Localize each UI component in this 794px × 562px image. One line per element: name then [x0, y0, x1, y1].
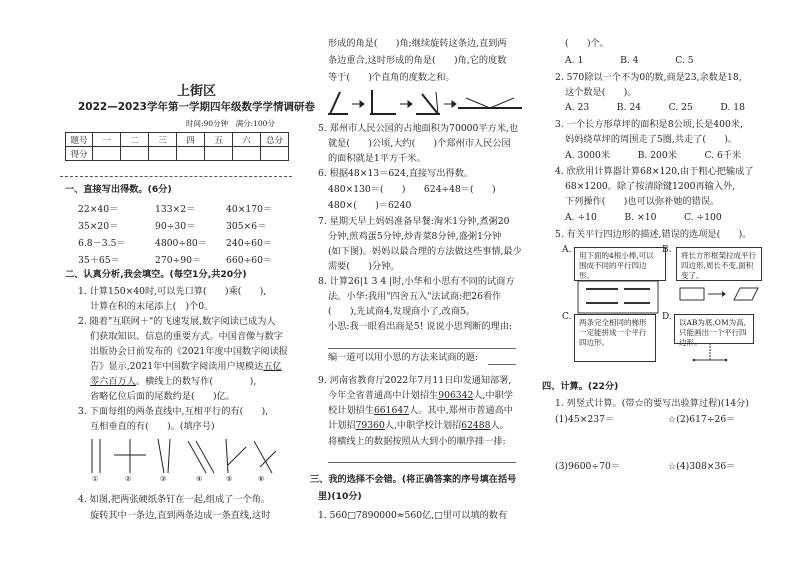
q-text: ( )个。: [565, 38, 609, 49]
section3-title: 三、我的选择不会错。(将正确答案的序号填在括号: [310, 474, 517, 485]
q-text: 7. 星期天早上妈妈准备早餐:淘米1分钟,煮粥20: [318, 216, 510, 227]
option-d-text: 以AB为底,OM为高,只能画出一个平行四边形。: [674, 314, 754, 344]
q-text: 3. 一个长方形草坪的面积是8公顷,长是400米,: [555, 119, 743, 130]
q-text: [328, 420, 509, 432]
q-text: 分钟,煎鸡蛋5分钟,炒青菜8分钟,盛粥1分钟: [328, 231, 502, 242]
score-cell[interactable]: [149, 147, 177, 161]
q-text: 人,中职学: [473, 390, 513, 401]
pair-label: ③: [160, 475, 167, 483]
score-head: 总分: [261, 133, 289, 147]
option-label: C.: [562, 312, 572, 322]
score-cell[interactable]: [205, 147, 233, 161]
section2-title: 二、认真分析,我会填空。(每空1分,共20分): [65, 269, 247, 280]
underlined-number: 62488: [461, 420, 491, 431]
q-text: 人,中职学校计划招: [384, 420, 462, 431]
q-text: 今年全省普通高中计划招生: [328, 390, 439, 401]
q-text: 1. 列竖式计算。(带☆的要写出验算过程)(14分): [555, 398, 749, 409]
line-pairs-figure: [88, 437, 278, 483]
q-text: 这个数是( )。: [565, 87, 637, 98]
rectangle-to-parallelogram-figure: [678, 286, 758, 302]
option-a-text: 用下面的4根小棒,可以围成不同的平行四边形。: [574, 247, 666, 281]
q-text: 告》显示,2021年中国数字阅读用户规模达: [90, 361, 264, 372]
score-cell[interactable]: [261, 147, 289, 161]
q-text: 480×( )＝6240: [328, 200, 412, 211]
score-cell[interactable]: [93, 147, 121, 161]
option-c-text: 两条完全相同的梯形一定能拼成一个平行四边形。: [574, 314, 656, 362]
pair-label: ⑤: [226, 475, 233, 483]
q-text: 出版协会日前发布的《2021年度中国数字阅读报: [90, 346, 288, 357]
q-text: 2. 随着"互联网＋"的飞速发展,数字阅读已成为人: [78, 316, 276, 327]
oral-calc-item: 4800÷80＝: [155, 238, 207, 249]
underlined-number: 五亿: [263, 361, 282, 372]
section1-title: 一、直接写出得数。(6分): [65, 184, 172, 195]
q-text: 。横线上的数写作( ),: [135, 376, 257, 387]
q-text: 1. 计算150×40时,可以先口算( )乘( ),: [78, 286, 267, 297]
oral-calc-item: 22×40＝: [78, 204, 119, 215]
q-text: [90, 376, 256, 388]
score-head: 四: [177, 133, 205, 147]
pair-label: ⑥: [258, 475, 265, 483]
underlined-number: 661647: [373, 405, 410, 416]
q-text: [328, 405, 513, 417]
calc-item: ☆(2)617÷26＝: [668, 414, 736, 425]
q-text: 9. 河南省教育厅2022年7月11日印发通知部署,: [318, 375, 512, 386]
underlined-number: 零六百万人: [90, 376, 136, 387]
q-text: 人。: [490, 420, 509, 431]
pair-label: ④: [196, 475, 203, 483]
q-text: 校计划招生: [328, 405, 374, 416]
underlined-number: 79360: [355, 420, 385, 431]
pair-label: ②: [125, 475, 132, 483]
q-text: 小思:我一眼看出商是5! 说说小思判断的理由:: [328, 321, 513, 332]
score-head: 二: [121, 133, 149, 147]
q-text: 旋转其中一条边,直到两条边成一条直线,这时: [90, 510, 271, 521]
q-text: 4. 如图,把两张硬纸条钉在一起,组成了一个角。: [78, 494, 271, 505]
section3-title: 里)(10分): [318, 491, 362, 502]
score-head: 题号: [66, 133, 93, 147]
q-text: 1. 560□7890000≈560亿,□里可以填的数有: [318, 510, 508, 521]
q-text: 们获取知识、信息的重要方式。中国音像与数字: [90, 331, 283, 342]
q-text: 需要( )分钟。: [328, 261, 400, 272]
calc-item: ☆(4)308×36＝: [668, 461, 736, 472]
q-options: A. 1 B. 4 C. 5: [565, 55, 694, 66]
score-head: 六: [233, 133, 261, 147]
answer-line[interactable]: [328, 462, 516, 463]
pair-label: ①: [92, 475, 99, 483]
q-text: ( ),先试商4,发现商小了,改商5。: [328, 306, 476, 317]
q-text: 5. 郑州市人民公园的占地面积为70000平方米,也: [318, 123, 519, 134]
oral-calc-item: 133×2＝: [155, 204, 196, 215]
score-head: 一: [93, 133, 121, 147]
q-text: 法。小华:我用"四舍五入"法试商:把26看作: [328, 291, 502, 302]
option-label: B.: [662, 245, 672, 255]
school-name: 上街区: [177, 84, 217, 99]
option-label: D.: [662, 312, 672, 322]
calc-item: (1)45×237＝: [555, 414, 615, 425]
oral-calc-item: 6.8－3.5＝: [78, 238, 126, 249]
section4-title: 四、计算。(22分): [542, 381, 619, 392]
q-text: 4. 欣欣用计算器计算68×120,由于粗心把输成了: [555, 166, 754, 177]
oral-calc-item: 240÷60＝: [226, 238, 273, 249]
q-text: 互相垂直的有( )。(填序号): [90, 421, 215, 432]
oral-calc-item: 270÷90＝: [155, 255, 202, 266]
score-head: 五: [205, 133, 233, 147]
q-text: (如下图)。妈妈以最合理的方法做这些事情,最少: [328, 246, 522, 257]
q-text: 的面积就是1平方千米。: [328, 153, 426, 164]
oral-calc-item: 35×20＝: [78, 221, 119, 232]
score-head: 三: [149, 133, 177, 147]
oral-calc-item: 90÷30＝: [155, 221, 196, 232]
rotating-angle-figure: [326, 88, 526, 120]
calc-item: (3)9600÷70＝: [555, 461, 620, 472]
q-text: 等于( )个直角的度数之和。: [328, 72, 455, 83]
q-text: 2. 570除以一个不为0的数,商是23,余数是18,: [555, 72, 742, 83]
score-cell[interactable]: [177, 147, 205, 161]
q-text: 编一道可以用小思的方法来试商的题:: [328, 352, 479, 363]
option-label: A.: [562, 245, 572, 255]
underlined-number: 906342: [438, 390, 474, 401]
q-text: 计算在积的末尾添上( )个0。: [90, 301, 214, 312]
q-options: A. 23 B. 24 C. 25 D. 18: [565, 102, 745, 113]
exam-title: 2022—2023学年第一学期四年级数学学情调研卷: [78, 101, 315, 113]
q-text: 计划招: [328, 420, 356, 431]
q-text: 条边重合,这时形成的角是( )角,它的度数: [328, 55, 507, 66]
oral-calc-item: 305×6＝: [226, 221, 267, 232]
q-text: 5. 有关平行四边形的描述,错误的选项是( )。: [555, 229, 752, 240]
q-text: 人。其中,郑州市普通高中: [409, 405, 513, 416]
divider: [60, 176, 292, 177]
option-b-text: 将长方形框架拉成平行四边形,周长不变,面积变了。: [676, 247, 762, 281]
q-text: 6. 根据48×13＝624,直接写出得数。: [318, 168, 474, 179]
q-text: 480×130＝( ) 624÷48＝( ): [328, 184, 496, 195]
q-text: 68×1200。除了按清除键1200再输入外,: [565, 181, 736, 192]
q-options: A. ÷10 B. ×10 C. ÷100: [565, 212, 722, 223]
q-text: [90, 361, 282, 373]
oral-calc-item: 660÷60＝: [226, 255, 273, 266]
answer-line[interactable]: [328, 348, 516, 349]
q-text: 3. 下面每组的两条直线中,互相平行的有( ),: [78, 406, 269, 417]
score-table: [65, 132, 289, 161]
q-text: 就是( )公顷,大约( )个郑州市人民公园: [328, 138, 511, 149]
exam-meta: 时间:90分钟 满分:100分: [186, 119, 275, 128]
score-cell[interactable]: [121, 147, 149, 161]
sticks-figure: [578, 281, 658, 313]
q-text: 8. 计算26|1 3 4 |时,小华和小思有不同的试商方: [318, 276, 515, 287]
q-text: 省略亿位后面的尾数约是( )亿。: [90, 391, 235, 402]
score-label: 得分: [66, 147, 93, 161]
answer-line[interactable]: [488, 364, 516, 365]
oral-calc-item: 40×170＝: [226, 204, 273, 215]
segment-ab-om-figure: [690, 340, 730, 366]
q-text: 将横线上的数据按照从大到小的顺序排一排:: [328, 436, 506, 447]
q-text: 妈妈绕草坪的周围走了5圈,共走了( )。: [565, 134, 738, 145]
q-text: [328, 390, 513, 402]
q-text: 下列操作( )也可以弥补她的错误。: [565, 196, 720, 207]
q-text: 形成的角是( )角;继续旋转这条边,直到两: [328, 38, 507, 49]
score-cell[interactable]: [233, 147, 261, 161]
oral-calc-item: 35＋65＝: [78, 255, 120, 266]
q-options: A. 3000米 B. 200米 C. 6千米: [565, 150, 742, 161]
